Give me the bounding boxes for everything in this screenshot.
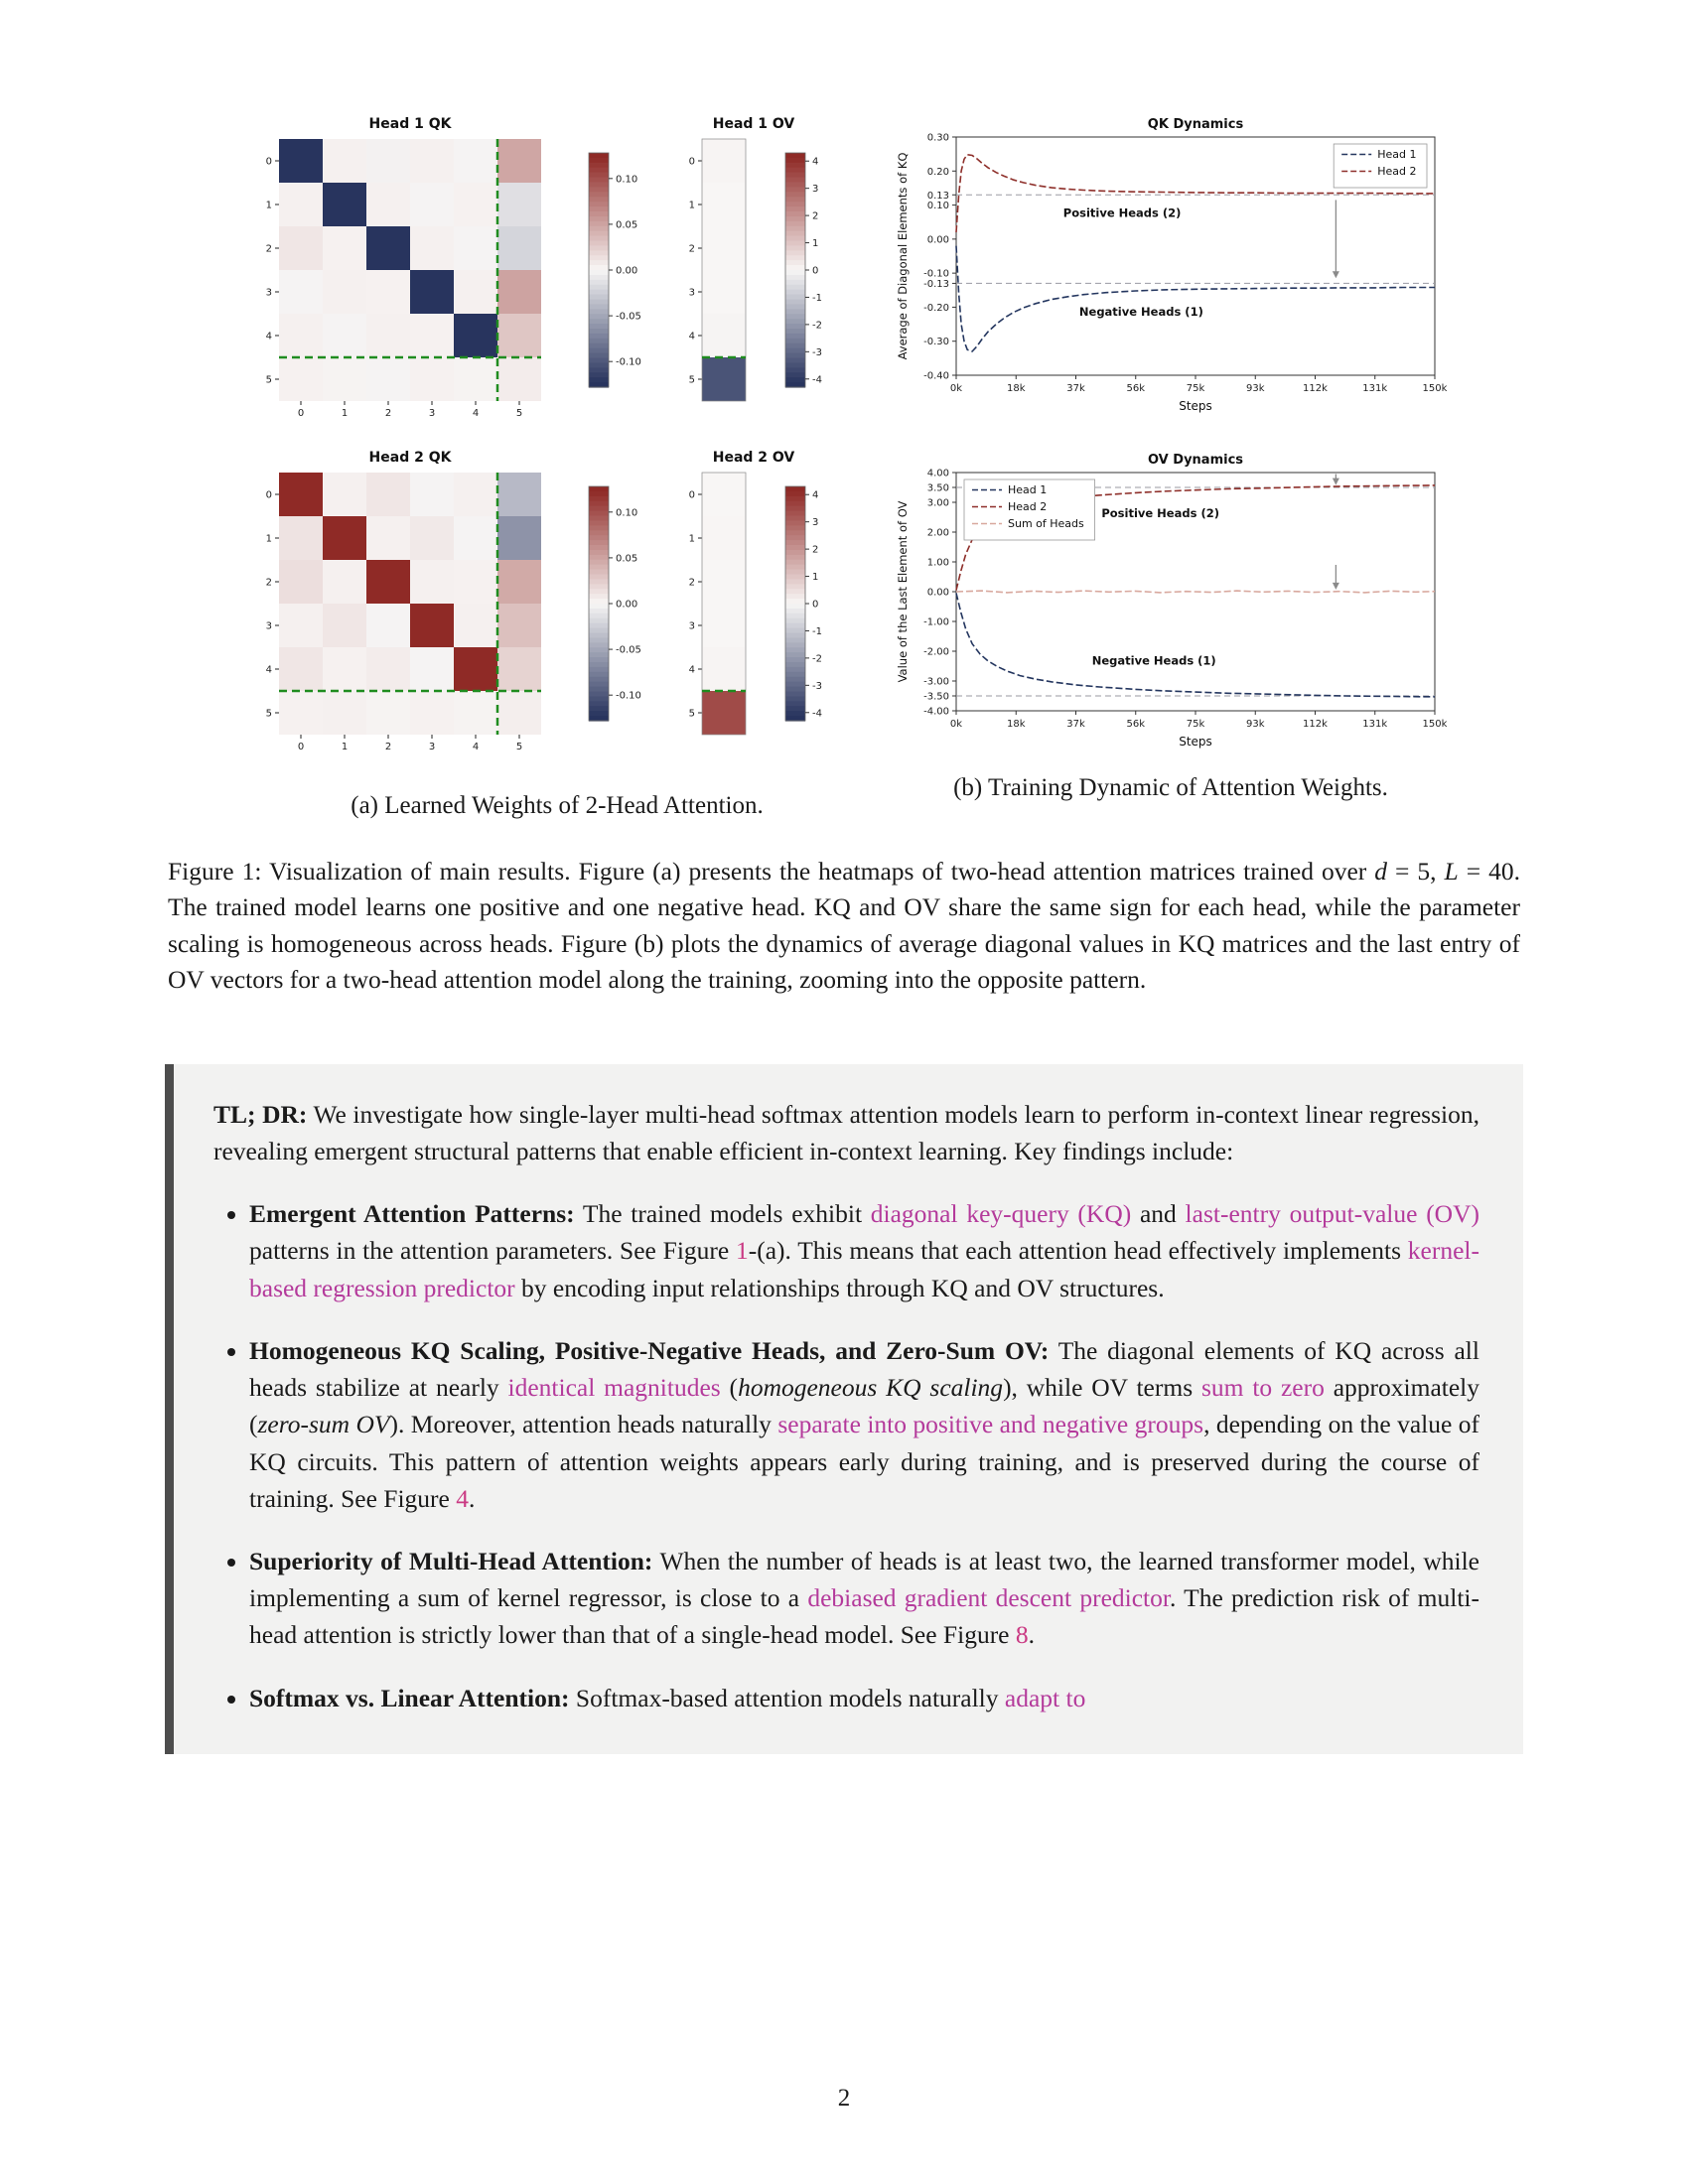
svg-text:3: 3 [812,517,819,529]
text-run: Figure 1: Visualization of main results. Figure (a) presents the heatmaps of two-head attention matrices trained over [168,857,1375,886]
svg-text:3: 3 [812,184,819,196]
svg-text:0: 0 [688,489,695,501]
svg-text:18k: 18k [1006,719,1026,730]
svg-text:-2.00: -2.00 [923,646,949,658]
svg-text:0k: 0k [949,719,963,730]
svg-text:-0.10: -0.10 [616,356,641,368]
text-run: = 5, [1387,857,1445,886]
svg-text:0: 0 [688,156,695,168]
text-run: by encoding input relationships through KQ and OV structures. [514,1273,1165,1302]
svg-text:-0.30: -0.30 [923,337,949,348]
text-run: L [1444,857,1459,886]
svg-text:0: 0 [297,742,305,752]
tldr-box [165,1064,1523,1754]
svg-text:37k: 37k [1066,383,1085,394]
text-link[interactable]: last-entry output-value (OV) [1185,1199,1480,1229]
svg-text:2: 2 [688,243,695,255]
qk-dynamics-chart [893,111,1449,417]
svg-text:4: 4 [472,742,480,752]
svg-text:Head 2 QK: Head 2 QK [368,450,452,466]
svg-text:1: 1 [812,572,819,584]
svg-text:5: 5 [265,708,272,720]
svg-text:-0.05: -0.05 [616,311,641,323]
svg-text:5: 5 [515,408,523,419]
subcaption-a: (a) Learned Weights of 2-Head Attention. [351,792,764,819]
svg-text:5: 5 [688,708,695,720]
text-run: When the number of heads is at least two, the learned transformer model, while implementing a sum of kernel regressor, is close to a [249,1547,1479,1613]
svg-text:3: 3 [688,620,695,632]
svg-text:1: 1 [688,533,695,545]
svg-text:Negative Heads (1): Negative Heads (1) [1091,653,1216,668]
svg-text:0.10: 0.10 [616,174,638,186]
page-number: 2 [837,2085,851,2112]
svg-text:1.00: 1.00 [926,557,949,569]
svg-text:2: 2 [265,577,272,589]
svg-text:0: 0 [812,599,819,611]
svg-text:4: 4 [265,664,272,676]
svg-text:1: 1 [265,533,272,545]
svg-text:0: 0 [265,156,272,168]
text-run: Superiority of Multi-Head Attention: [249,1547,653,1575]
text-run: approximately ( [249,1373,1479,1439]
svg-text:3: 3 [428,742,436,752]
text-run: -(a). This means that each attention head effectively implements [748,1236,1408,1266]
svg-text:-3.50: -3.50 [923,691,949,703]
svg-text:-3.00: -3.00 [923,676,949,688]
svg-text:3: 3 [688,287,695,299]
text-run: The trained models exhibit [574,1199,871,1229]
svg-text:Positive Heads (2): Positive Heads (2) [1062,205,1182,220]
svg-text:4: 4 [472,408,480,419]
svg-text:0: 0 [265,489,272,501]
svg-text:2: 2 [812,210,819,222]
text-run: . [468,1483,476,1513]
svg-text:-4: -4 [812,374,822,386]
figure-caption [168,854,1520,999]
panel-b-dynamics [893,111,1449,802]
text-link[interactable]: kernel-based regression predictor [249,1236,1479,1302]
svg-text:93k: 93k [1245,383,1265,394]
svg-text:-0.40: -0.40 [923,370,949,382]
text-run: patterns in the attention parameters. See Figure [249,1236,736,1266]
svg-text:150k: 150k [1422,383,1448,394]
svg-text:0.05: 0.05 [616,219,638,231]
svg-text:4: 4 [688,664,695,676]
text-run: Softmax vs. Linear Attention: [249,1683,570,1712]
svg-text:1: 1 [265,200,272,211]
svg-text:OV Dynamics: OV Dynamics [1147,453,1244,468]
tldr-list [213,1195,1479,1716]
text-run: TL; DR: [213,1099,308,1129]
svg-text:0.00: 0.00 [926,234,949,246]
svg-text:3.00: 3.00 [926,497,949,509]
svg-text:Steps: Steps [1179,735,1212,749]
svg-text:2: 2 [688,577,695,589]
text-run: , depending on the value of KQ circuits. This pattern of attention weights appears early during training, and is preserved during the course of training. See Figure [249,1410,1479,1513]
svg-text:1: 1 [688,200,695,211]
svg-text:37k: 37k [1066,719,1085,730]
svg-text:-1: -1 [812,625,822,637]
svg-text:5: 5 [688,374,695,386]
svg-text:0.30: 0.30 [926,132,949,144]
svg-text:4: 4 [812,489,819,501]
svg-text:-0.13: -0.13 [923,278,949,290]
tldr-bullet-3 [249,1543,1479,1654]
svg-text:0.00: 0.00 [926,587,949,599]
text-run: The diagonal elements of KQ across all heads stabilize at nearly [249,1335,1479,1403]
svg-text:0.00: 0.00 [616,265,638,277]
svg-text:2: 2 [265,243,272,255]
svg-text:Head 1: Head 1 [1377,148,1417,161]
svg-text:0.20: 0.20 [926,166,949,178]
text-run: and [1131,1199,1186,1229]
text-link[interactable]: identical magnitudes [507,1373,721,1403]
tldr-bullet-4 [249,1680,1479,1716]
svg-text:Value of the Last Element of O: Value of the Last Element of OV [896,500,910,683]
text-run: d [1374,857,1388,886]
svg-text:0.00: 0.00 [616,599,638,611]
text-run: Softmax-based attention models naturally [569,1683,1005,1712]
svg-text:2: 2 [384,408,392,419]
figure-1 [0,0,1688,820]
svg-text:Positive Heads (2): Positive Heads (2) [1101,506,1219,520]
svg-text:2: 2 [384,742,392,752]
text-run: Emergent Attention Patterns: [249,1199,575,1229]
svg-text:2: 2 [812,544,819,556]
svg-text:3: 3 [265,287,272,299]
text-run: . [1028,1620,1035,1650]
text-link[interactable]: diagonal key-query (KQ) [870,1199,1132,1229]
svg-text:4: 4 [265,331,272,342]
svg-text:Steps: Steps [1179,399,1212,413]
svg-text:Head 1 OV: Head 1 OV [712,116,795,132]
svg-text:93k: 93k [1245,719,1265,730]
text-run: ). Moreover, attention heads naturally [389,1410,778,1439]
tldr-intro [213,1096,1479,1169]
tldr-bullet-1 [249,1195,1479,1306]
svg-text:0: 0 [297,408,305,419]
text-run: zero-sum OV [257,1410,390,1439]
text-link[interactable]: 8 [1015,1620,1029,1650]
svg-text:Head 1: Head 1 [1008,483,1048,496]
svg-text:5: 5 [515,742,523,752]
text-link[interactable]: sum to zero [1200,1373,1325,1403]
svg-text:131k: 131k [1362,383,1388,394]
svg-text:0k: 0k [949,383,963,394]
svg-text:0.05: 0.05 [616,553,638,565]
svg-text:75k: 75k [1186,719,1205,730]
svg-text:-0.05: -0.05 [616,644,641,656]
svg-text:-0.10: -0.10 [923,268,949,280]
svg-text:1: 1 [341,742,349,752]
svg-text:Negative Heads (1): Negative Heads (1) [1078,305,1203,319]
svg-text:0.13: 0.13 [926,190,949,202]
svg-text:-4: -4 [812,708,822,720]
svg-text:4: 4 [688,331,695,342]
svg-text:Head 2: Head 2 [1377,165,1417,178]
head1-heatmap-row [239,111,875,445]
text-link[interactable]: separate into positive and negative groups [777,1410,1204,1439]
svg-text:4: 4 [812,156,819,168]
svg-text:3: 3 [428,408,436,419]
svg-text:-2: -2 [812,653,822,665]
svg-text:-0.20: -0.20 [923,302,949,314]
text-run: We investigate how single-layer multi-head softmax attention models learn to perform in-context linear regression, revealing emergent structural patterns that enable efficient in-context learning. Key findings include: [213,1099,1479,1166]
svg-text:1: 1 [812,238,819,250]
svg-text:-4.00: -4.00 [923,706,949,718]
text-run: Homogeneous KQ Scaling, Positive-Negative Heads, and Zero-Sum OV: [249,1335,1050,1365]
svg-text:2.00: 2.00 [926,527,949,539]
svg-text:112k: 112k [1303,719,1328,730]
subcaption-b: (b) Training Dynamic of Attention Weights. [953,774,1388,801]
svg-text:-0.10: -0.10 [616,690,641,702]
text-link[interactable]: debiased gradient descent predictor [807,1583,1170,1613]
svg-text:5: 5 [265,374,272,386]
svg-text:3.50: 3.50 [926,482,949,494]
svg-text:Average of Diagonal Elements o: Average of Diagonal Elements of KQ [896,152,910,360]
svg-text:Head 1 QK: Head 1 QK [368,116,452,132]
svg-text:56k: 56k [1126,719,1146,730]
head2-heatmap-row [239,445,875,778]
svg-text:QK Dynamics: QK Dynamics [1147,117,1244,132]
svg-text:150k: 150k [1422,719,1448,730]
text-link[interactable]: 1 [736,1236,749,1266]
svg-text:Sum of Heads: Sum of Heads [1008,517,1084,530]
svg-text:0.10: 0.10 [926,201,949,212]
svg-text:-2: -2 [812,320,822,332]
svg-text:-3: -3 [812,680,822,692]
svg-text:112k: 112k [1303,383,1328,394]
text-link[interactable]: adapt to [1004,1683,1086,1712]
svg-text:Head 2: Head 2 [1008,500,1048,513]
svg-text:75k: 75k [1186,383,1205,394]
svg-text:18k: 18k [1006,383,1026,394]
svg-text:131k: 131k [1362,719,1388,730]
text-link[interactable]: 4 [456,1483,469,1513]
svg-text:0.10: 0.10 [616,507,638,519]
svg-text:4.00: 4.00 [926,468,949,479]
panel-a-heatmaps [239,111,875,820]
svg-text:3: 3 [265,620,272,632]
ov-dynamics-chart [893,447,1449,752]
text-run: . The prediction risk of multi-head attention is strictly lower than that of a single-head model. See Figure [249,1583,1480,1650]
text-run: ( [720,1373,739,1403]
svg-text:Head 2 OV: Head 2 OV [712,450,795,466]
svg-text:1: 1 [341,408,349,419]
tldr-bullet-2 [249,1332,1479,1517]
text-run: ), while OV terms [1003,1373,1201,1403]
svg-text:56k: 56k [1126,383,1146,394]
text-run: = 40. The trained model learns one positive and one negative head. KQ and OV share the same sign for each head, while the parameter scaling is homogeneous across heads. Figure (b) plots the dynamics of average diagonal values in KQ matrices and the last entry of OV vectors for a two-head attention model along the training, zooming into the opposite pattern. [168,857,1520,995]
svg-text:-3: -3 [812,346,822,358]
svg-text:-1.00: -1.00 [923,616,949,628]
svg-text:0: 0 [812,265,819,277]
svg-text:-1: -1 [812,292,822,304]
text-run: homogeneous KQ scaling [738,1373,1004,1403]
